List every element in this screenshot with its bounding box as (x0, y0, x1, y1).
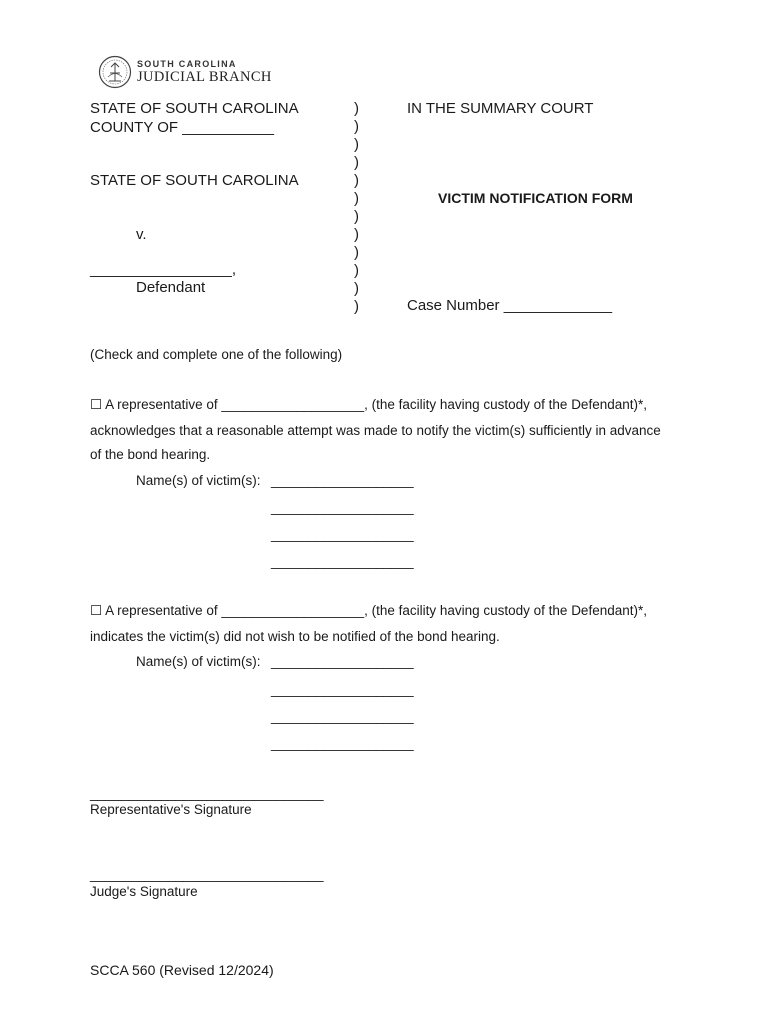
option1-victim-blank: ___________________ (271, 500, 414, 515)
option2-line1: ☐ A representative of ___________________, (the facility having custody of the Defendant)*, (90, 603, 647, 618)
caption-paren: ) (354, 190, 359, 207)
form-footer: SCCA 560 (Revised 12/2024) (90, 962, 274, 978)
option2-victim-blank: ___________________ (271, 736, 414, 751)
court-name: IN THE SUMMARY COURT (407, 100, 594, 117)
instructions: (Check and complete one of the following) (90, 347, 343, 362)
defendant-label: Defendant (136, 279, 206, 296)
form-title: VICTIM NOTIFICATION FORM (438, 190, 633, 206)
caption-versus: v. (136, 226, 147, 243)
judge-signature-label: Judge's Signature (90, 884, 198, 899)
representative-signature-label: Representative's Signature (90, 802, 252, 817)
option1-line3: of the bond hearing. (90, 447, 211, 462)
caption-paren: ) (354, 154, 359, 171)
caption-paren: ) (354, 136, 359, 153)
case-number: Case Number _____________ (407, 297, 613, 314)
caption-paren: ) (354, 226, 359, 243)
option2-line2: indicates the victim(s) did not wish to be notified of the bond hearing. (90, 629, 500, 644)
caption-plaintiff: STATE OF SOUTH CAROLINA (90, 172, 299, 189)
logo-main-text: JUDICIAL BRANCH (137, 69, 272, 85)
option1-names-label: Name(s) of victim(s): (136, 473, 261, 488)
caption-paren: ) (354, 208, 359, 225)
signature-line: ______________________________ (90, 785, 324, 801)
caption-paren: ) (354, 280, 359, 297)
option2-victim-blank: ___________________ (271, 654, 414, 669)
option1-line2: acknowledges that a reasonable attempt was made to notify the victim(s) sufficiently in advance (90, 423, 661, 438)
option1-victim-blank: ___________________ (271, 554, 414, 569)
caption-paren: ) (354, 118, 359, 135)
caption-paren: ) (354, 298, 359, 315)
caption-paren: ) (354, 172, 359, 189)
defendant-blank: _________________, (90, 261, 236, 278)
logo-top-text: SOUTH CAROLINA (137, 59, 237, 69)
signature-line: ______________________________ (90, 866, 324, 882)
option1-victim-blank: ___________________ (271, 473, 414, 488)
option1-line1: ☐ A representative of ___________________, (the facility having custody of the Defendant)*, (90, 397, 647, 412)
state-seal-icon (98, 55, 132, 89)
caption-county: COUNTY OF ___________ (90, 119, 274, 136)
option1-victim-blank: ___________________ (271, 527, 414, 542)
caption-paren: ) (354, 262, 359, 279)
option2-names-label: Name(s) of victim(s): (136, 654, 261, 669)
caption-paren: ) (354, 244, 359, 261)
option2-victim-blank: ___________________ (271, 709, 414, 724)
caption-state: STATE OF SOUTH CAROLINA (90, 100, 299, 117)
option2-victim-blank: ___________________ (271, 682, 414, 697)
caption-paren: ) (354, 100, 359, 117)
